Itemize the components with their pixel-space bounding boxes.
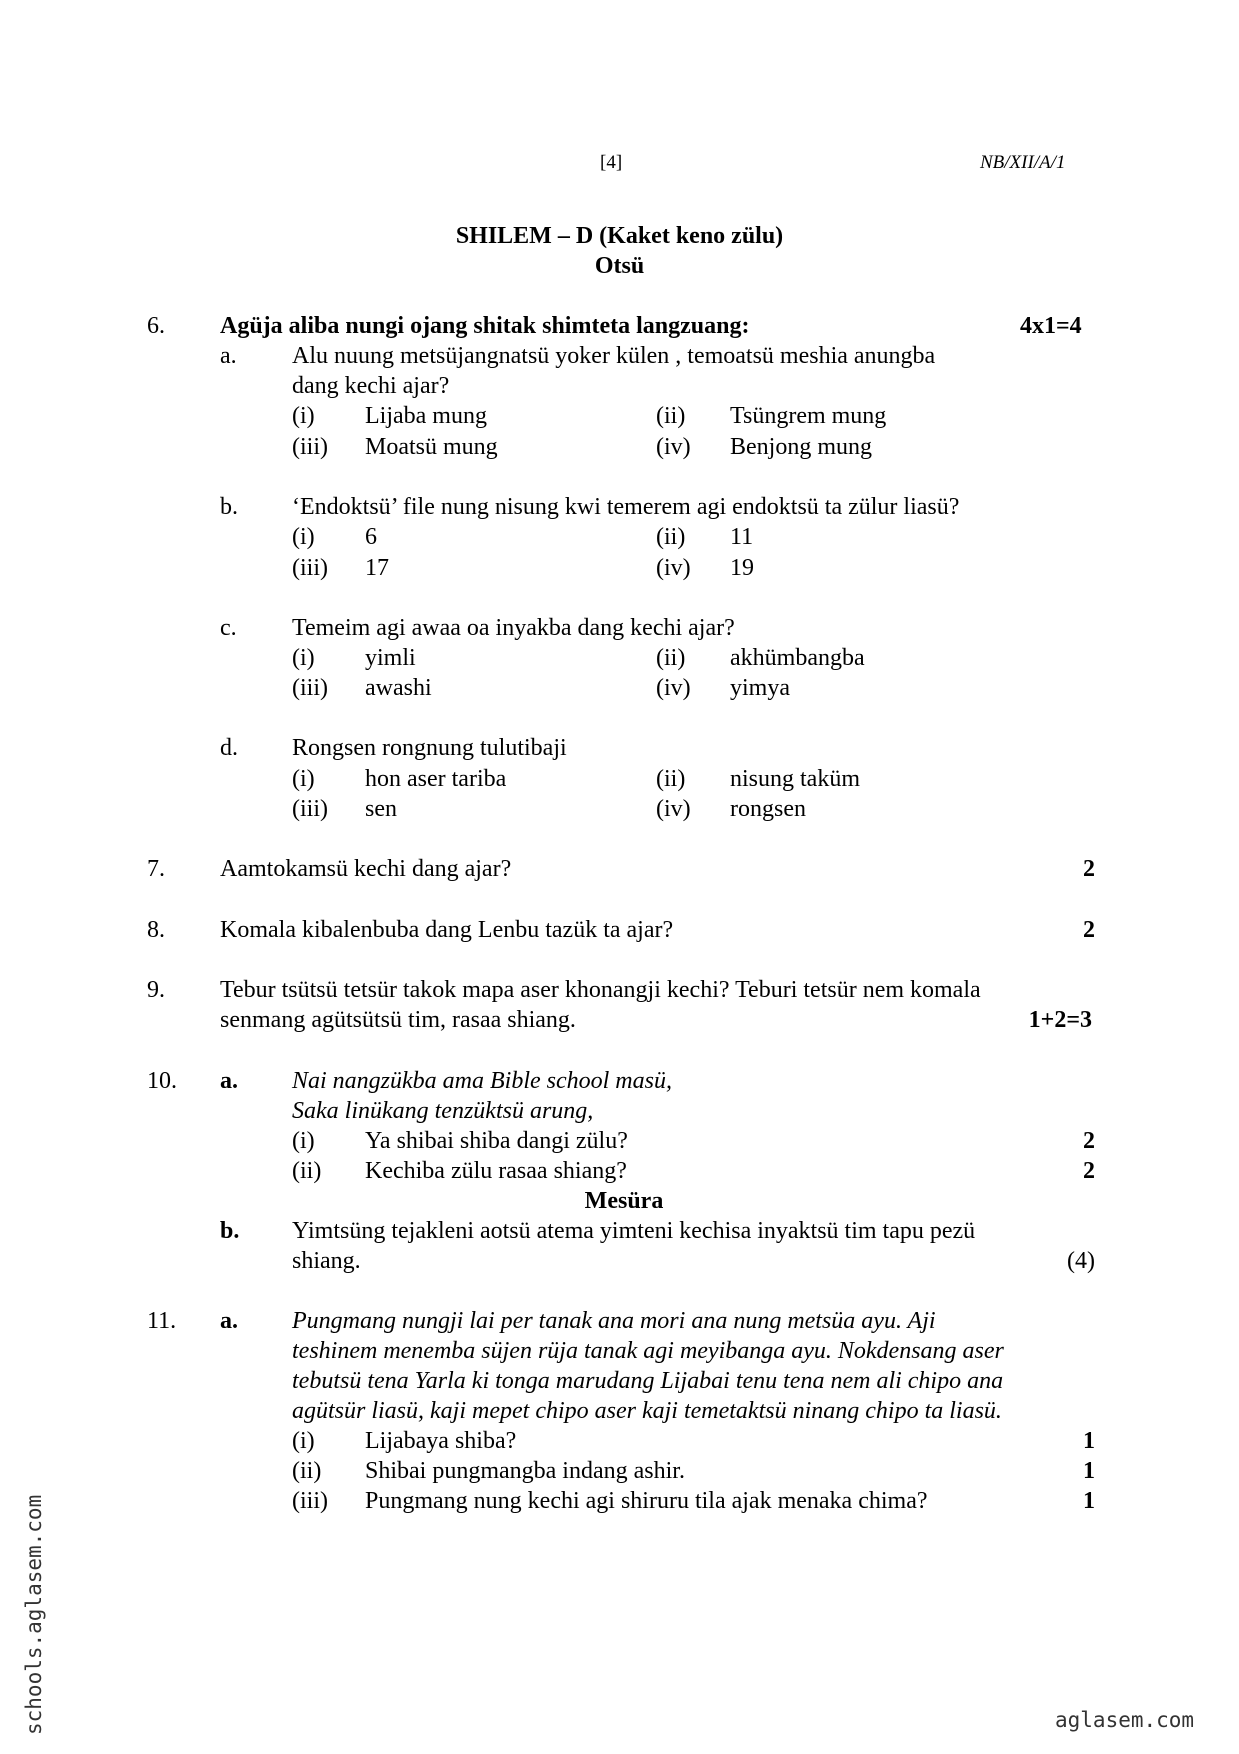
q6d-opt1-label: (i): [292, 766, 315, 792]
q10a-sub2-label: (ii): [292, 1158, 322, 1184]
q6a-letter: a.: [220, 343, 237, 369]
q10a-letter: a.: [220, 1068, 238, 1094]
q6c-opt1-label: (i): [292, 645, 315, 671]
q10b-line2: shiang.: [292, 1248, 361, 1274]
q10-number: 10.: [147, 1068, 177, 1094]
q11a-sub2-label: (ii): [292, 1458, 322, 1484]
q6d-letter: d.: [220, 735, 238, 761]
q11a-sub3-marks: 1: [1083, 1488, 1095, 1514]
q10b-letter: b.: [220, 1218, 240, 1244]
q11a-passage-line1: Pungmang nungji lai per tanak ana mori ana nung metsüa ayu. Aji: [292, 1308, 936, 1334]
q6b-opt2-text: 11: [730, 524, 754, 550]
q6b-opt4-text: 19: [730, 555, 754, 581]
q11a-sub1-label: (i): [292, 1428, 315, 1454]
or-separator: Mesüra: [584, 1188, 664, 1214]
q7-text: Aamtokamsü kechi dang ajar?: [220, 856, 512, 882]
q7-marks: 2: [1083, 856, 1095, 882]
q10a-sub1-marks: 2: [1083, 1128, 1095, 1154]
q8-marks: 2: [1083, 917, 1095, 943]
q10a-sub1-text: Ya shibai shiba dangi zülu?: [365, 1128, 628, 1154]
q11a-sub3-text: Pungmang nung kechi agi shiruru tila ajak menaka chima?: [365, 1488, 928, 1514]
q10a-sub2-text: Kechiba zülu rasaa shiang?: [365, 1158, 627, 1184]
q9-number: 9.: [147, 977, 165, 1003]
q6c-opt3-label: (iii): [292, 675, 328, 701]
q11a-sub1-text: Lijabaya shiba?: [365, 1428, 517, 1454]
q10a-verse2: Saka linükang tenzüktsü arung,: [292, 1098, 594, 1124]
q6d-opt4-text: rongsen: [730, 796, 806, 822]
q11a-passage-line4: agütsür liasü, kaji mepet chipo aser kaji temetaktsü ninang chipo ta liasü.: [292, 1398, 1002, 1424]
q11a-sub3-label: (iii): [292, 1488, 328, 1514]
q6a-opt4-text: Benjong mung: [730, 434, 872, 460]
q9-marks: 1+2=3: [1028, 1007, 1092, 1033]
paper-code: NB/XII/A/1: [980, 152, 1066, 173]
q6c-opt2-text: akhümbangba: [730, 645, 865, 671]
q6b-opt3-label: (iii): [292, 555, 328, 581]
q11a-letter: a.: [220, 1308, 238, 1334]
q8-number: 8.: [147, 917, 165, 943]
q6a-opt2-text: Tsüngrem mung: [730, 403, 887, 429]
page-number: [4]: [600, 152, 623, 173]
q6c-opt4-label: (iv): [656, 675, 691, 701]
q6d-line1: Rongsen rongnung tulutibaji: [292, 735, 567, 761]
q6c-opt2-label: (ii): [656, 645, 686, 671]
q6c-opt4-text: yimya: [730, 675, 790, 701]
q11-number: 11.: [147, 1308, 177, 1334]
q8-text: Komala kibalenbuba dang Lenbu tazük ta ajar?: [220, 917, 674, 943]
q6d-opt2-text: nisung taküm: [730, 766, 860, 792]
side-watermark: schools.aglasem.com: [22, 1494, 46, 1735]
q11a-passage-line3: tebutsü tena Yarla ki tonga marudang Lijabai tenu tena nem ali chipo ana: [292, 1368, 1004, 1394]
q6a-opt2-label: (ii): [656, 403, 686, 429]
q6b-opt3-text: 17: [365, 555, 389, 581]
section-title: SHILEM – D (Kaket keno zülu): [455, 223, 784, 249]
q6d-opt1-text: hon aser tariba: [365, 766, 507, 792]
q10a-sub2-marks: 2: [1083, 1158, 1095, 1184]
q6b-line1: ‘Endoktsü’ file nung nisung kwi temerem agi endoktsü ta zülur liasü?: [292, 494, 960, 520]
q10a-verse1: Nai nangzükba ama Bible school masü,: [292, 1068, 672, 1094]
q6c-line1: Temeim agi awaa oa inyakba dang kechi ajar?: [292, 615, 735, 641]
q6a-opt4-label: (iv): [656, 434, 691, 460]
q6c-opt3-text: awashi: [365, 675, 432, 701]
q6-marks: 4x1=4: [1020, 313, 1082, 339]
corner-watermark: aglasem.com: [1055, 1708, 1195, 1732]
q11a-sub2-marks: 1: [1083, 1458, 1095, 1484]
q6c-letter: c.: [220, 615, 237, 641]
section-subtitle: Otsü: [594, 253, 645, 279]
q6c-opt1-text: yimli: [365, 645, 416, 671]
q6-number: 6.: [147, 313, 165, 339]
q6b-opt1-text: 6: [365, 524, 377, 550]
q6a-opt1-label: (i): [292, 403, 315, 429]
q10a-sub1-label: (i): [292, 1128, 315, 1154]
q6d-opt3-text: sen: [365, 796, 397, 822]
q6a-line2: dang kechi ajar?: [292, 373, 450, 399]
q6b-letter: b.: [220, 494, 238, 520]
q10b-line1: Yimtsüng tejakleni aotsü atema yimteni kechisa inyaktsü tim tapu pezü: [292, 1218, 976, 1244]
q11a-passage-line2: teshinem menemba süjen rüja tanak agi meyibanga ayu. Nokdensang aser: [292, 1338, 1004, 1364]
q6b-opt4-label: (iv): [656, 555, 691, 581]
q6b-opt2-label: (ii): [656, 524, 686, 550]
q9-line2: senmang agütsütsü tim, rasaa shiang.: [220, 1007, 576, 1033]
q6d-opt3-label: (iii): [292, 796, 328, 822]
q6d-opt4-label: (iv): [656, 796, 691, 822]
q6b-opt1-label: (i): [292, 524, 315, 550]
q10b-marks: (4): [1067, 1248, 1095, 1274]
q6a-line1: Alu nuung metsüjangnatsü yoker külen , temoatsü meshia anungba: [292, 343, 936, 369]
q11a-sub2-text: Shibai pungmangba indang ashir.: [365, 1458, 685, 1484]
q6-instruction: Agüja aliba nungi ojang shitak shimteta langzuang:: [220, 313, 750, 339]
q7-number: 7.: [147, 856, 165, 882]
q6a-opt3-text: Moatsü mung: [365, 434, 498, 460]
q6a-opt1-text: Lijaba mung: [365, 403, 487, 429]
q6d-opt2-label: (ii): [656, 766, 686, 792]
q6a-opt3-label: (iii): [292, 434, 328, 460]
q11a-sub1-marks: 1: [1083, 1428, 1095, 1454]
q9-line1: Tebur tsütsü tetsür takok mapa aser khonangji kechi? Teburi tetsür nem komala: [220, 977, 981, 1003]
